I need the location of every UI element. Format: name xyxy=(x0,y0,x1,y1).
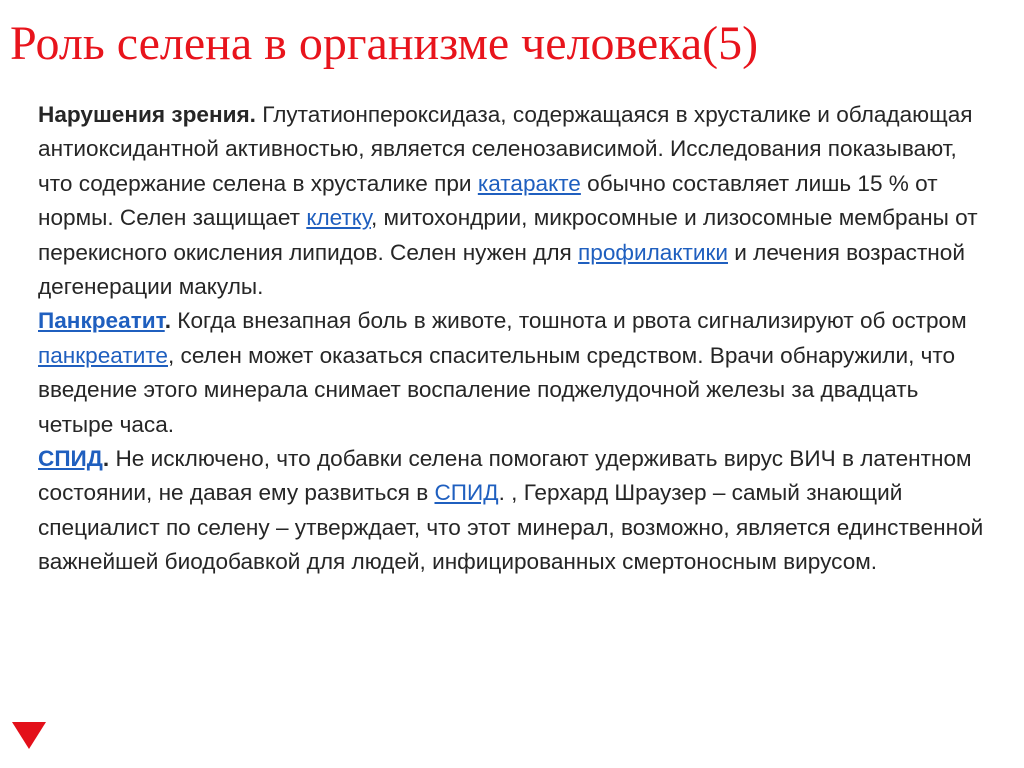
pancreatitis-text-2: , селен может оказаться спасительным средством. Врачи обнаружили, что введение этого минерала снимает воспаление поджелудочной железы за двадцать четыре часа. xyxy=(38,342,956,437)
aids-heading-link[interactable]: СПИД xyxy=(38,446,103,472)
vision-text-2: обычно составляет лишь 15 % от нормы. Селен защищает xyxy=(38,170,938,231)
prevention-link[interactable]: профилактики xyxy=(578,239,728,265)
pancreatitis-heading-dot: . xyxy=(164,308,172,334)
vision-text-3: , митохондрии, микросомные и лизосомные мембраны от перекисного окисления липидов. Селен нужен для xyxy=(38,205,978,265)
pancreatitis-heading-link[interactable]: Панкреатит xyxy=(38,308,165,334)
aids-paragraph xyxy=(38,442,988,580)
aids-heading-dot: . xyxy=(102,446,110,472)
pancreatitis-text-1: Когда внезапная боль в животе, тошнота и рвота сигнализируют об остром xyxy=(171,308,967,334)
aids-text-1: Не исключено, что добавки селена помогают удерживать вирус ВИЧ в латентном состоянии, не давая ему развиться в xyxy=(38,446,972,506)
pancreatitis-link[interactable]: панкреатите xyxy=(38,342,168,368)
vision-heading: Нарушения зрения. xyxy=(38,102,256,127)
cell-link[interactable]: клетку xyxy=(306,205,371,231)
aids-link[interactable]: СПИД xyxy=(434,480,499,506)
cataract-link[interactable]: катаракте xyxy=(477,170,581,196)
vision-text-1: Глутатионпероксидаза, содержащаяся в хрусталике и обладающая антиоксидантной активностью, является селенозависимой. Исследования показывают, что содержание селена в хрусталике при xyxy=(38,102,973,196)
slide-body xyxy=(38,98,988,580)
triangle-down-icon[interactable] xyxy=(12,722,46,749)
slide-title: Роль селена в организме человека(5) xyxy=(10,17,759,70)
vision-text-4: и лечения возрастной дегенерации макулы. xyxy=(38,239,965,300)
vision-paragraph xyxy=(38,98,988,304)
aids-text-2: . , Герхард Шраузер – самый знающий специалист по селену – утверждает, что этот минерал, возможно, является единственной важнейшей биодобавкой для людей, инфицированных смертоносным вирусом. xyxy=(38,480,984,575)
pancreatitis-paragraph xyxy=(38,304,988,442)
